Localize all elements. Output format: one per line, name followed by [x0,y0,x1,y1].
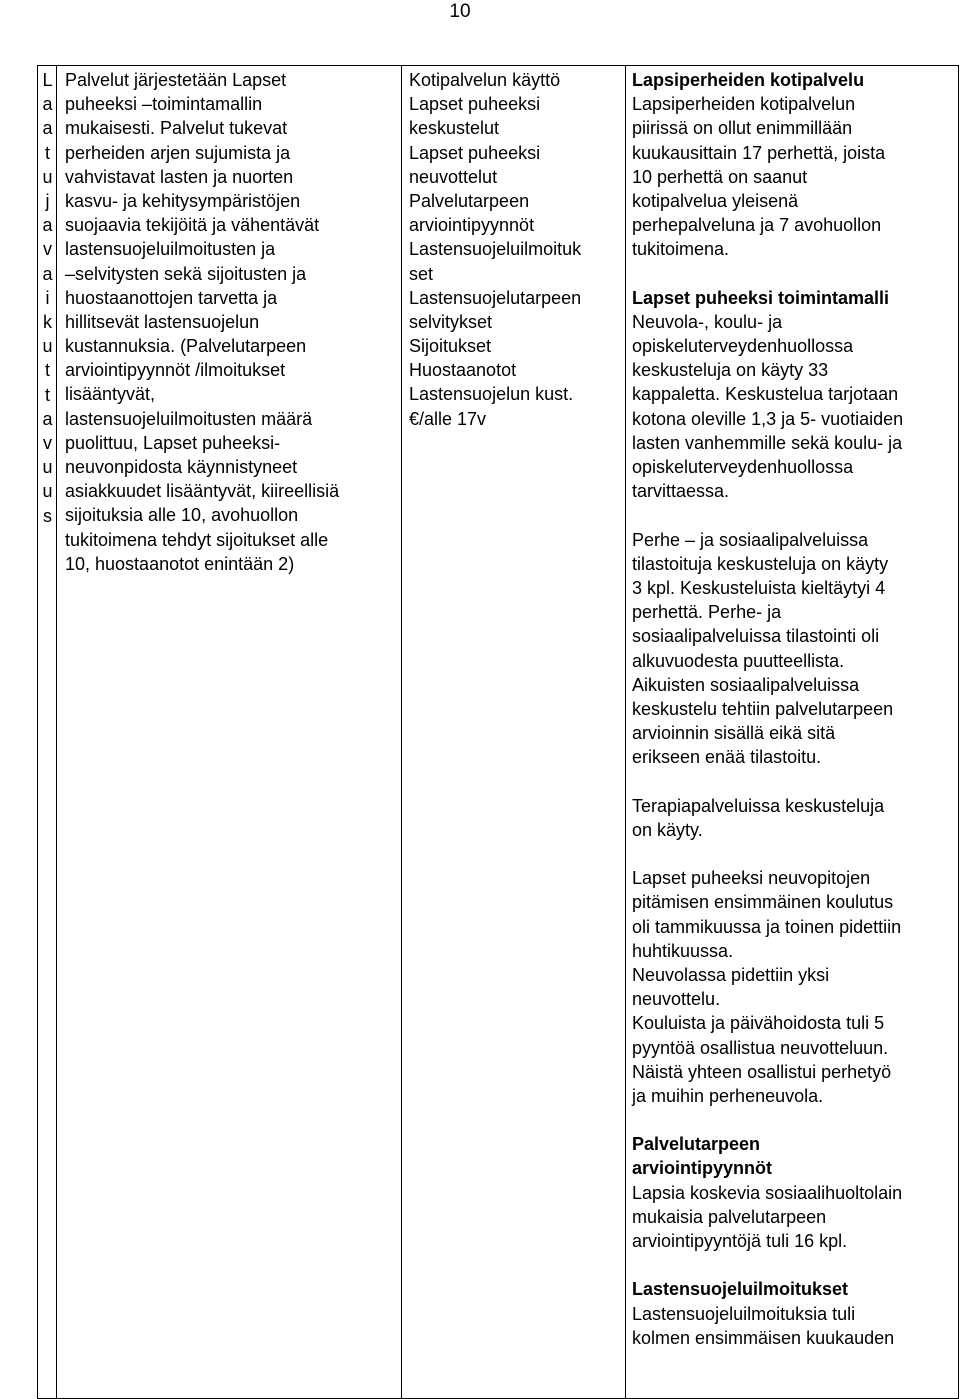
indicator-item: Lastensuojeluilmoituk [409,239,582,260]
result-text-line: keskustelu tehtiin palvelutarpeen [632,698,894,719]
paragraph-gap [632,503,903,527]
section-heading: Lapsiperheiden kotipalvelu [632,70,865,90]
result-text-line: arviointipyyntöjä tuli 16 kpl. [632,1231,848,1251]
vertical-heading-letter: a [42,263,53,284]
result-text-line: Lapset puheeksi neuvopitojen [632,868,871,889]
vertical-heading-letter: i [45,287,50,308]
result-text-line: oli tammikuussa ja toinen pidettiin [632,916,902,937]
indicator-item: Sijoitukset [409,336,492,357]
result-text-line: neuvottelu. [632,989,721,1010]
paragraph-gap [632,1253,903,1277]
result-text-line: kotona oleville 1,3 ja 5- vuotiaiden [632,408,904,429]
result-text-line: kuukausittain 17 perhettä, joista [632,142,886,163]
vertical-heading-letter: a [42,408,53,429]
vertical-heading-letter: u [42,481,53,502]
vertical-heading-letter: a [42,94,53,115]
result-text-line: arvioinnin sisällä eikä sitä [632,723,836,744]
goal-text-line: Palvelut järjestetään Lapset [65,70,287,90]
goal-text-line: suojaavia tekijöitä ja vähentävät [65,215,320,236]
indicator-item: €/alle 17v [409,408,487,429]
result-text-line: huhtikuussa. [632,940,734,961]
vertical-heading-letter: u [42,457,53,478]
indicator-item: Huostaanotot [409,360,517,381]
goal-text-line: perheiden arjen sujumista ja [65,142,291,163]
result-text-line: keskusteluja on käyty 33 [632,360,829,381]
result-text-line: Lapsiperheiden kotipalvelun [632,94,856,115]
goal-text-line: lastensuojeluilmoitusten ja [65,239,276,260]
goal-text-line: kustannuksia. (Palvelutarpeen [65,336,307,357]
result-text-line: pyyntöä osallistua neuvotteluun. [632,1037,889,1058]
goal-text-line: hillitsevät lastensuojelun [65,311,260,332]
results-text [632,68,903,1350]
vertical-heading-letter: v [43,433,52,454]
goal-text-line: –selvitysten sekä sijoitusten ja [65,263,307,284]
vertical-heading-letter: k [43,312,52,333]
indicator-item: selvitykset [409,311,493,332]
goal-column [57,66,402,1398]
goal-text-line: puolittuu, Lapset puheeksi- [65,432,281,453]
result-text-line: piirissä on ollut enimmillään [632,118,853,139]
goal-text-line: kasvu- ja kehitysympäristöjen [65,190,301,211]
result-text-line: Lastensuojeluilmoituksia tuli [632,1303,856,1324]
indicator-list [409,68,581,431]
vertical-heading-letter: u [42,166,53,187]
vertical-heading-letter: t [44,360,50,381]
result-text-line: Neuvolassa pidettiin yksi [632,964,830,985]
goal-text-line: tukitoimena tehdyt sijoitukset alle [65,529,329,550]
result-text-line: lasten vanhemmille sekä koulu- ja [632,432,903,453]
vertical-heading-letter: u [42,336,53,357]
vertical-heading-letter: a [42,118,53,139]
indicator-item: keskustelut [409,118,500,139]
vertical-heading [38,68,57,528]
vertical-heading-letter: t [44,142,50,163]
section-heading: Lapset puheeksi toimintamalli [632,287,890,308]
result-text-line: Perhe – ja sosiaalipalveluissa [632,529,869,550]
section-heading: Lastensuojeluilmoitukset [632,1279,849,1300]
goal-text-line: puheeksi –toimintamallin [65,94,263,115]
goal-text [65,68,339,576]
goal-text-line: huostaanottojen tarvetta ja [65,287,278,308]
result-text-line: Lapsia koskevia sosiaalihuoltolain [632,1182,903,1203]
paragraph-gap [632,262,903,286]
paragraph-gap [632,769,903,793]
result-text-line: kolmen ensimmäisen kuukauden [632,1327,895,1348]
result-text-line: Näistä yhteen osallistui perhetyö [632,1061,892,1082]
indicator-column [402,66,626,1398]
result-text-line: tarvittaessa. [632,481,730,502]
indicator-item: arviointipyynnöt [409,215,535,236]
indicator-item: Lapset puheeksi [409,142,541,163]
result-text-line: Aikuisten sosiaalipalveluissa [632,674,860,695]
result-text-line: tilastoituja keskusteluja on käyty [632,553,889,574]
goal-text-line: lisääntyvät, [65,384,156,405]
vertical-heading-column [38,66,57,1398]
result-text-line: pitämisen ensimmäinen koulutus [632,892,894,913]
result-text-line: opiskeluterveydenhuollossa [632,457,854,477]
vertical-heading-letter: a [42,215,53,236]
goal-text-line: arviointipyynnöt /ilmoitukset [65,360,286,381]
indicator-item: set [409,263,434,284]
vertical-heading-letter: L [42,70,53,90]
result-text-line: on käyty. [632,819,703,840]
result-text-line: Neuvola-, koulu- ja [632,311,783,332]
vertical-heading-letter: s [43,505,52,526]
indicator-item: Palvelutarpeen [409,190,530,211]
indicator-item: Lastensuojelutarpeen [409,287,582,308]
paragraph-gap [632,1108,903,1132]
vertical-heading-letter: j [45,191,50,212]
goal-text-line: mukaisesti. Palvelut tukevat [65,118,288,139]
indicator-item: Lastensuojelun kust. [409,384,574,405]
report-table [37,65,959,1399]
result-text-line: kotipalvelua yleisenä [632,190,799,211]
goal-text-line: asiakkuudet lisääntyvät, kiireellisiä [65,481,340,502]
indicator-item: neuvottelut [409,166,498,187]
results-column [626,66,959,1398]
result-text-line: Terapiapalveluissa keskusteluja [632,795,885,816]
goal-text-line: neuvonpidosta käynnistyneet [65,457,298,477]
result-text-line: 10 perhettä on saanut [632,166,808,187]
indicator-item: Lapset puheeksi [409,94,541,115]
goal-text-line: vahvistavat lasten ja nuorten [65,166,294,187]
indicator-item: Kotipalvelun käyttö [409,70,561,90]
result-text-line: Kouluista ja päivähoidosta tuli 5 [632,1013,885,1034]
result-text-line: opiskeluterveydenhuollossa [632,336,854,357]
result-text-line: 3 kpl. Keskusteluista kieltäytyi 4 [632,577,886,598]
result-text-line: kappaletta. Keskustelua tarjotaan [632,384,899,405]
section-heading: arviointipyynnöt [632,1158,773,1179]
vertical-heading-letter: t [44,384,50,405]
goal-text-line: 10, huostaanotot enintään 2) [65,553,295,574]
result-text-line: ja muihin perheneuvola. [632,1085,824,1106]
result-text-line: perhettä. Perhe- ja [632,602,782,623]
result-text-line: mukaisia palvelutarpeen [632,1206,827,1227]
page-number: 10 [449,1,471,22]
paragraph-gap [632,842,903,866]
goal-text-line: lastensuojeluilmoitusten määrä [65,408,313,429]
result-text-line: erikseen enää tilastoitu. [632,747,822,768]
result-text-line: tukitoimena. [632,239,730,260]
goal-text-line: sijoituksia alle 10, avohuollon [65,505,299,526]
section-heading: Palvelutarpeen [632,1134,761,1155]
vertical-heading-letter: v [43,239,52,260]
result-text-line: alkuvuodesta puutteellista. [632,650,845,671]
result-text-line: perhepalveluna ja 7 avohuollon [632,215,882,236]
result-text-line: sosiaalipalveluissa tilastointi oli [632,626,880,647]
